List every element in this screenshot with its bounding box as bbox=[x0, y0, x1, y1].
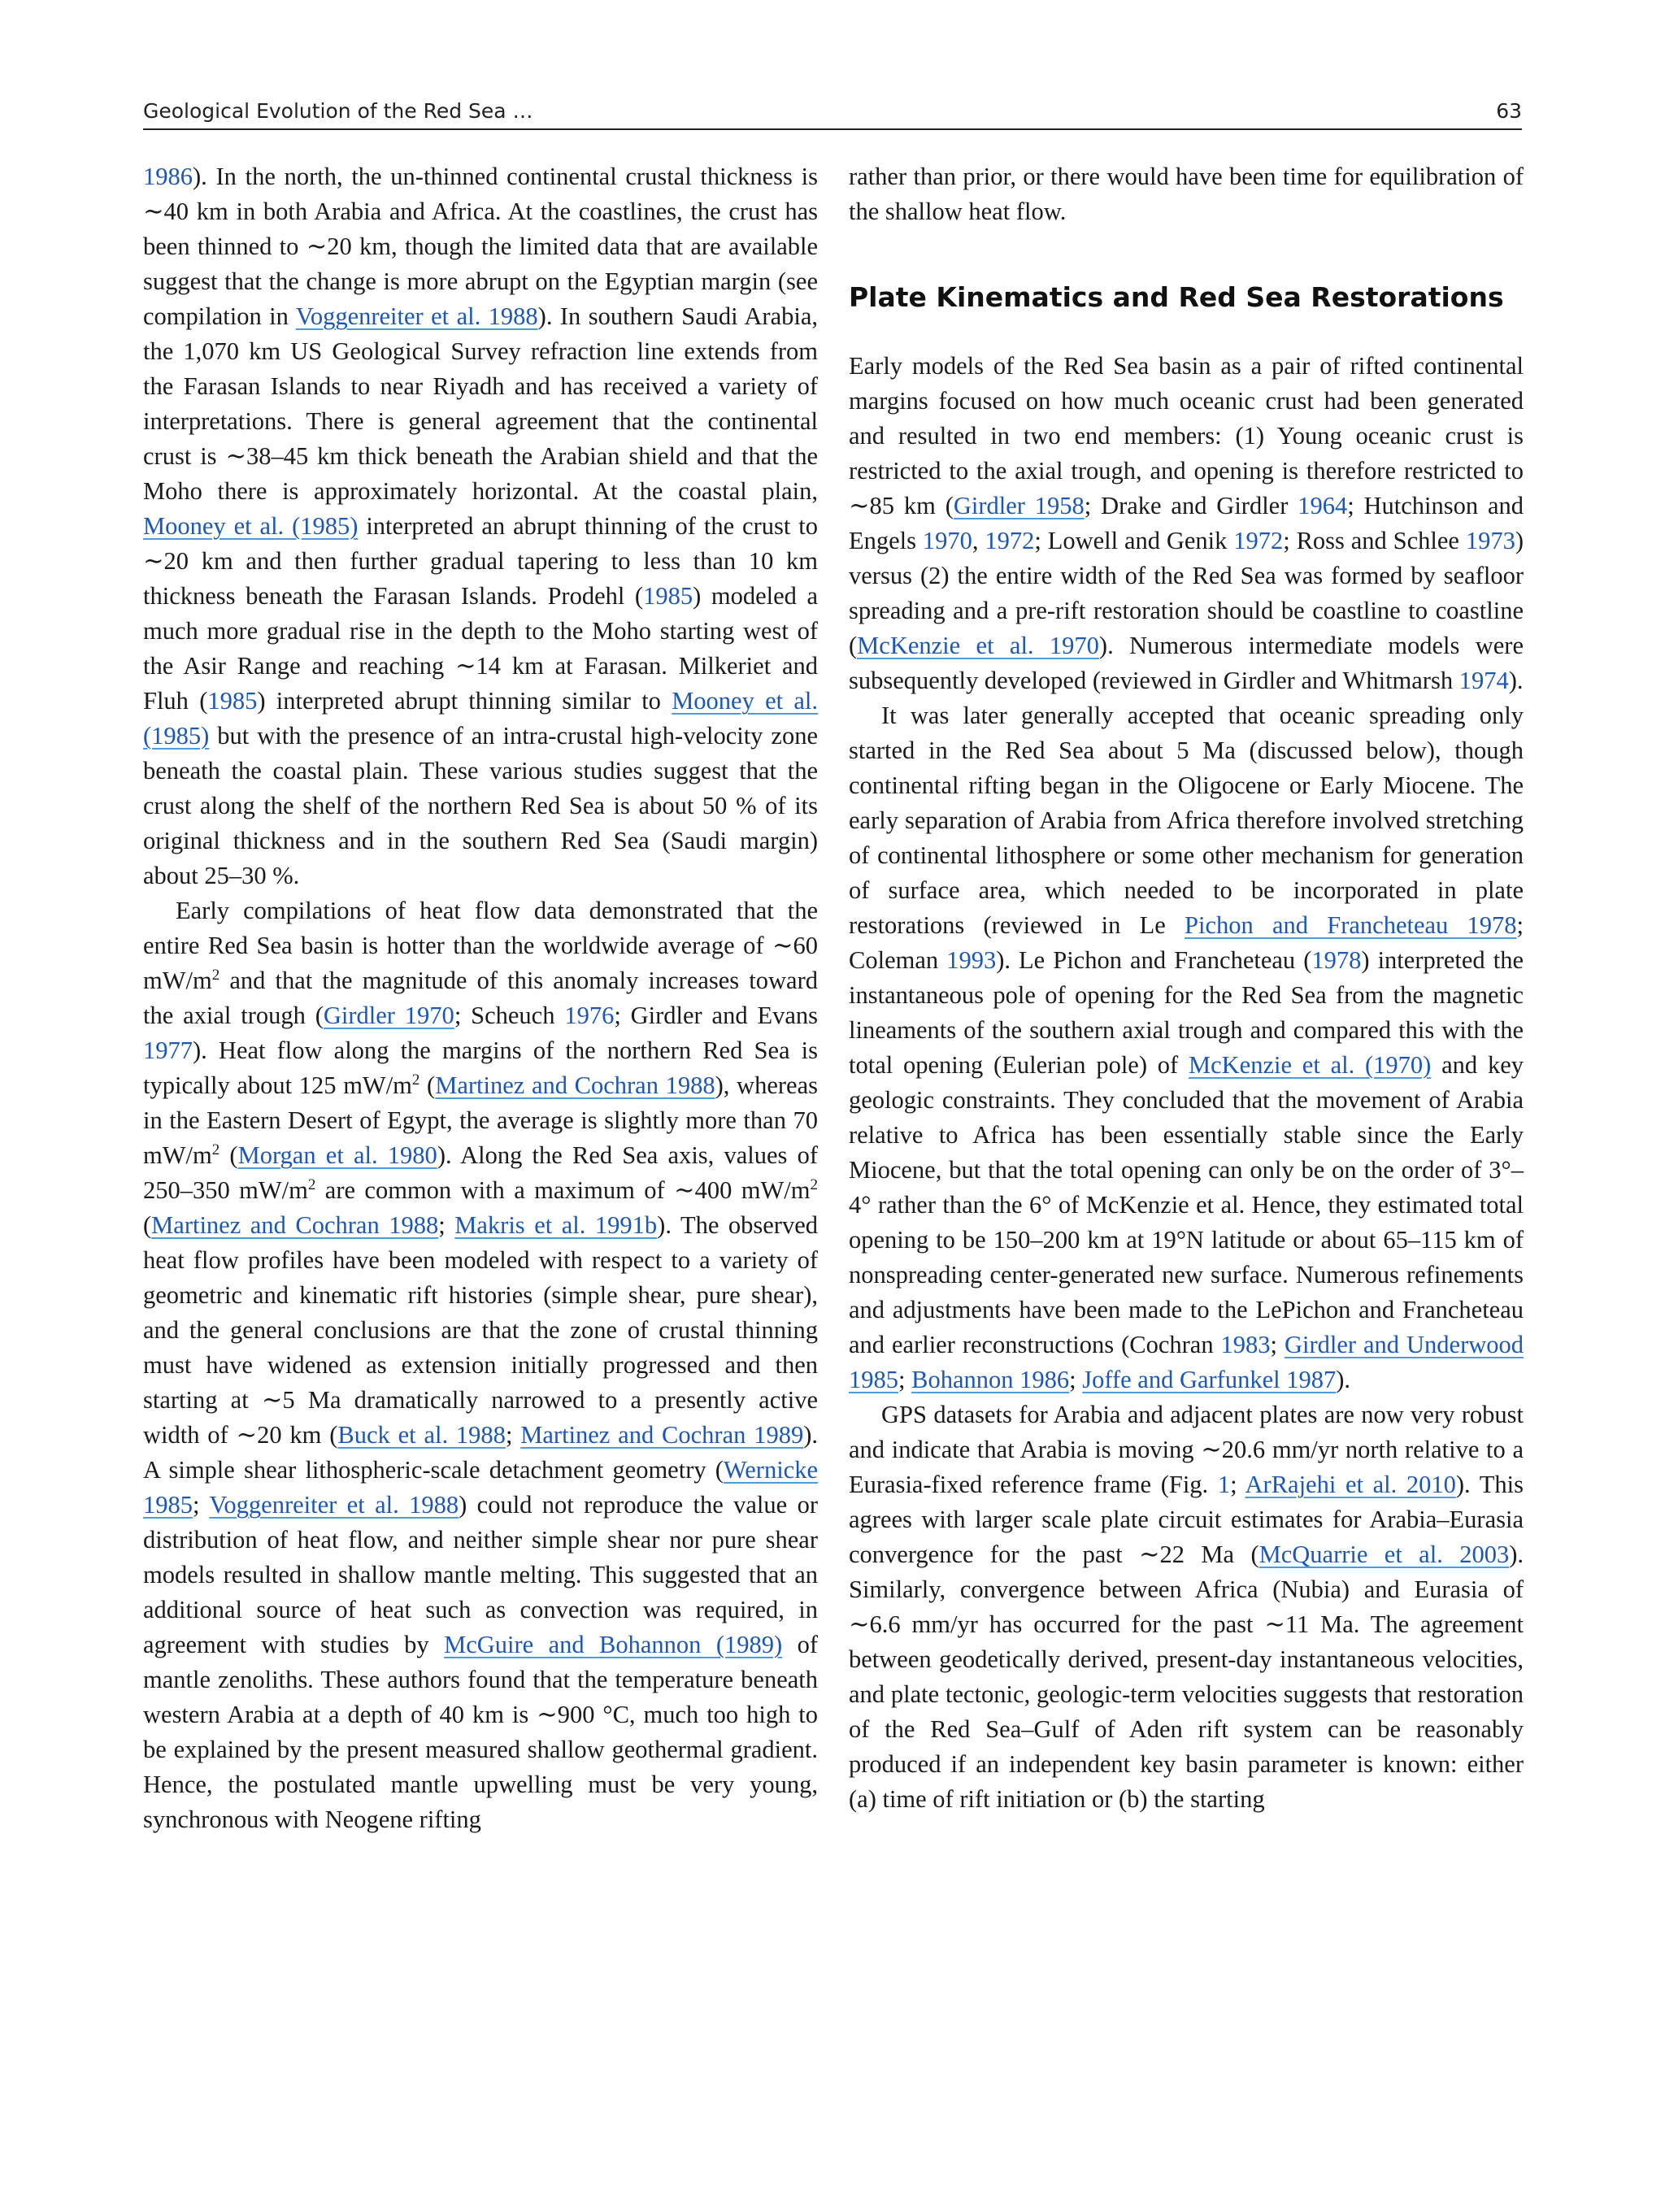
text-run: interpreted an abrupt thinning of the crust to ∼20 km and then further gradual tapering to less than 10 km thickness beneath the Farasan Islands. Prodehl ( bbox=[143, 512, 818, 610]
text-run: ; bbox=[505, 1421, 521, 1449]
text-run: rather than prior, or there would have been time for equilibration of the shallow heat flow. bbox=[849, 163, 1524, 225]
text-run: ; bbox=[1069, 1366, 1083, 1393]
citation-link[interactable]: Buck et al. 1988 bbox=[337, 1421, 506, 1449]
text-run: , bbox=[972, 527, 985, 554]
paragraph bbox=[849, 159, 1524, 229]
citation-link[interactable]: Pichon and Francheteau 1978 bbox=[1185, 911, 1517, 939]
text-run: ). Along the Red Sea axis, values of 250–350 mW/m bbox=[143, 1141, 818, 1204]
text-run: and that the magnitude of this anomaly increases toward the axial trough ( bbox=[143, 967, 818, 1029]
citation-link[interactable]: 1 bbox=[1217, 1471, 1231, 1498]
citation-link[interactable]: Morgan et al. 1980 bbox=[237, 1141, 437, 1169]
citation-link[interactable]: 1972 bbox=[985, 527, 1035, 554]
text-run: ). Numerous intermediate models were subsequently developed (reviewed in Girdler and Whitmarsh bbox=[849, 632, 1524, 694]
text-run: ). In southern Saudi Arabia, the 1,070 km US Geological Survey refraction line extends from the Farasan Islands to near Riyadh and has received a variety of interpretations. There is general agreement that the continental crust is ∼38–45 km thick beneath the Arabian shield and that the Moho there is approximately horizontal. At the coastal plain, bbox=[143, 302, 819, 505]
text-run: ; Coleman bbox=[849, 911, 1524, 974]
text-run: ) versus (2) the entire width of the Red Sea was formed by seafloor spreading and a pre-rift restoration should be coastline to coastline ( bbox=[849, 527, 1524, 659]
text-run: ; bbox=[1270, 1331, 1285, 1358]
text-run: ). Similarly, convergence between Africa (Nubia) and Eurasia of ∼6.6 mm/yr has occurred for the past ∼11 Ma. The agreement between geodetically derived, present-day instantaneous velocities, and plate tectonic, geologic-term velocities suggests that restoration of the Red Sea–Gulf of Aden rift system can be reasonably produced if an independent key basin parameter is known: either (a) time of rift initiation or (b) the starting bbox=[849, 1541, 1524, 1813]
paragraph bbox=[143, 159, 818, 893]
text-run: ( bbox=[143, 1211, 152, 1239]
citation-link[interactable]: 1985 bbox=[643, 582, 693, 610]
running-header bbox=[143, 93, 1522, 130]
text-run: ; bbox=[898, 1366, 912, 1393]
citation-link[interactable]: Bohannon 1986 bbox=[911, 1366, 1070, 1393]
citation-link[interactable]: 1993 bbox=[946, 946, 997, 974]
text-run: Early models of the Red Sea basin as a pair of rifted continental margins focused on how much oceanic crust had been generated and resulted in two end members: (1) Young oceanic crust is restricted to the axial trough, and opening is therefore restricted to ∼85 km ( bbox=[849, 352, 1524, 519]
text-run: ; bbox=[193, 1491, 210, 1519]
text-run: ) interpreted abrupt thinning similar to bbox=[257, 687, 672, 715]
citation-link[interactable]: 1977 bbox=[143, 1036, 193, 1064]
citation-link[interactable]: McKenzie et al. (1970) bbox=[1188, 1051, 1432, 1079]
citation-link[interactable]: Martinez and Cochran 1988 bbox=[435, 1071, 715, 1099]
paragraph bbox=[849, 349, 1524, 698]
text-run: GPS datasets for Arabia and adjacent plates are now very robust and indicate that Arabia is moving ∼20.6 mm/yr north relative to a Eurasia-fixed reference frame (Fig. bbox=[849, 1401, 1524, 1498]
text-run: ( bbox=[420, 1071, 436, 1099]
citation-link[interactable]: Mooney et al. (1985) bbox=[143, 512, 359, 540]
citation-link[interactable]: ArRajehi et al. 2010 bbox=[1245, 1471, 1456, 1498]
text-run: ; bbox=[1230, 1471, 1245, 1498]
text-run: ). The observed heat flow profiles have been modeled with respect to a variety of geometric and kinematic rift histories (simple shear, pure shear), and the general conclusions are that the zone of crustal thinning must have widened as extension initially progressed and then starting at ∼5 Ma dramatically narrowed to a presently active width of ∼20 km ( bbox=[143, 1211, 818, 1449]
citation-link[interactable]: Girdler 1970 bbox=[323, 1002, 454, 1029]
superscript: 2 bbox=[211, 1141, 220, 1158]
text-run: ) interpreted the instantaneous pole of opening for the Red Sea from the magnetic lineaments of the southern axial trough and compared this with the total opening (Eulerian pole) of bbox=[849, 946, 1524, 1079]
section-heading: Plate Kinematics and Red Sea Restorations bbox=[849, 281, 1504, 313]
text-run: ; Girdler and Evans bbox=[614, 1002, 818, 1029]
text-run: ; Lowell and Genik bbox=[1034, 527, 1234, 554]
citation-link[interactable]: 1964 bbox=[1298, 492, 1348, 519]
citation-link[interactable]: 1986 bbox=[143, 163, 193, 190]
citation-link[interactable]: Joffe and Garfunkel 1987 bbox=[1082, 1366, 1337, 1393]
superscript: 2 bbox=[810, 1176, 818, 1193]
superscript: 2 bbox=[411, 1071, 420, 1089]
text-run: ). In the north, the un-thinned continental crustal thickness is ∼40 km in both Arabia and Africa. At the coastlines, the crust has been thinned to ∼20 km, though the limited data that are available suggest that the change is more abrupt on the Egyptian margin (see compilation in bbox=[143, 163, 818, 330]
citation-link[interactable]: Martinez and Cochran 1989 bbox=[520, 1421, 804, 1449]
citation-link[interactable]: 1973 bbox=[1465, 527, 1515, 554]
text-run: ). This agrees with larger scale plate circuit estimates for Arabia–Eurasia convergence for the past ∼22 Ma ( bbox=[849, 1471, 1524, 1568]
superscript: 2 bbox=[307, 1176, 316, 1193]
citation-link[interactable]: 1970 bbox=[922, 527, 972, 554]
text-run: ) could not reproduce the value or distribution of heat flow, and neither simple shear nor pure shear models resulted in shallow mantle melting. This suggested that an additional source of heat such as convection was required, in agreement with studies by bbox=[143, 1491, 818, 1658]
citation-link[interactable]: Voggenreiter et al. 1988 bbox=[209, 1491, 459, 1519]
citation-link[interactable]: Girdler and Underwood 1985 bbox=[849, 1331, 1524, 1393]
citation-link[interactable]: McGuire and Bohannon (1989) bbox=[444, 1631, 783, 1658]
citation-link[interactable]: McKenzie et al. 1970 bbox=[857, 632, 1099, 659]
text-run: ). A simple shear lithospheric-scale detachment geometry ( bbox=[143, 1421, 818, 1484]
right-column bbox=[849, 159, 1524, 1817]
text-run: ; Ross and Schlee bbox=[1283, 527, 1466, 554]
text-run: ). bbox=[1336, 1366, 1351, 1393]
text-run: are common with a maximum of ∼400 mW/m bbox=[315, 1176, 811, 1204]
citation-link[interactable]: Mooney et al. (1985) bbox=[143, 687, 819, 750]
text-run: ) modeled a much more gradual rise in the depth to the Moho starting west of the Asir Range and reaching ∼14 km at Farasan. Milkeriet and Fluh ( bbox=[143, 582, 818, 715]
text-run: but with the presence of an intra-crustal high-velocity zone beneath the coastal plain. These various studies suggest that the crust along the shelf of the northern Red Sea is about 50 % of its original thickness and in the southern Red Sea (Saudi margin) about 25–30 %. bbox=[143, 722, 818, 889]
text-run: ; Scheuch bbox=[454, 1002, 565, 1029]
citation-link[interactable]: 1974 bbox=[1459, 667, 1509, 694]
citation-link[interactable]: 1976 bbox=[564, 1002, 615, 1029]
text-run: ). Heat flow along the margins of the northern Red Sea is typically about 125 mW/m bbox=[143, 1036, 818, 1099]
paragraph bbox=[143, 893, 818, 1837]
citation-link[interactable]: Makris et al. 1991b bbox=[454, 1211, 658, 1239]
text-run: of mantle zenoliths. These authors found that the temperature beneath western Arabia at a depth of 40 km is ∼900 °C, much too high to be explained by the present measured shallow geothermal gradient. Hence, the postulated mantle upwelling must be very young, synchronous with Neogene rifting bbox=[143, 1631, 818, 1833]
text-run: ( bbox=[220, 1141, 238, 1169]
paragraph bbox=[849, 698, 1524, 1397]
text-run: ; Hutchinson and Engels bbox=[849, 492, 1524, 554]
running-title: Geological Evolution of the Red Sea … bbox=[143, 99, 533, 123]
text-run: Early compilations of heat flow data demonstrated that the entire Red Sea basin is hotter than the worldwide average of ∼60 mW/m bbox=[143, 897, 818, 994]
citation-link[interactable]: Girdler 1958 bbox=[953, 492, 1085, 519]
citation-link[interactable]: 1978 bbox=[1311, 946, 1362, 974]
citation-link[interactable]: 1972 bbox=[1233, 527, 1284, 554]
left-column bbox=[143, 159, 818, 1837]
citation-link[interactable]: McQuarrie et al. 2003 bbox=[1259, 1541, 1510, 1568]
paragraph bbox=[849, 1397, 1524, 1817]
citation-link[interactable]: Wernicke 1985 bbox=[143, 1456, 818, 1519]
text-run: ). bbox=[1508, 667, 1524, 694]
superscript: 2 bbox=[211, 966, 220, 984]
citation-link[interactable]: Voggenreiter et al. 1988 bbox=[295, 302, 538, 330]
text-run: ), whereas in the Eastern Desert of Egypt, the average is slightly more than 70 mW/m bbox=[143, 1071, 818, 1169]
citation-link[interactable]: 1983 bbox=[1220, 1331, 1271, 1358]
citation-link[interactable]: Martinez and Cochran 1988 bbox=[151, 1211, 439, 1239]
text-run: ; bbox=[438, 1211, 455, 1239]
text-run: and key geologic constraints. They concluded that the movement of Arabia relative to Africa has been essentially stable since the Early Miocene, but that the total opening can only be on the order of 3°–4° rather than the 6° of McKenzie et al. Hence, they estimated total opening to be 150–200 km at 19°N latitude or about 65–115 km of nonspreading center-generated new surface. Numerous refinements and adjustments have been made to the LePichon and Francheteau and earlier reconstructions (Cochran bbox=[849, 1051, 1524, 1358]
page-number: 63 bbox=[1496, 99, 1522, 123]
text-run: It was later generally accepted that oceanic spreading only started in the Red Sea about 5 Ma (discussed below), though continental rifting began in the Oligocene or Early Miocene. The early separation of Arabia from Africa therefore involved stretching of continental lithosphere or some other mechanism for generation of surface area, which needed to be incorporated in plate restorations (reviewed in Le bbox=[849, 702, 1524, 939]
citation-link[interactable]: 1985 bbox=[207, 687, 258, 715]
text-run: ; Drake and Girdler bbox=[1084, 492, 1298, 519]
text-run: ). Le Pichon and Francheteau ( bbox=[996, 946, 1312, 974]
